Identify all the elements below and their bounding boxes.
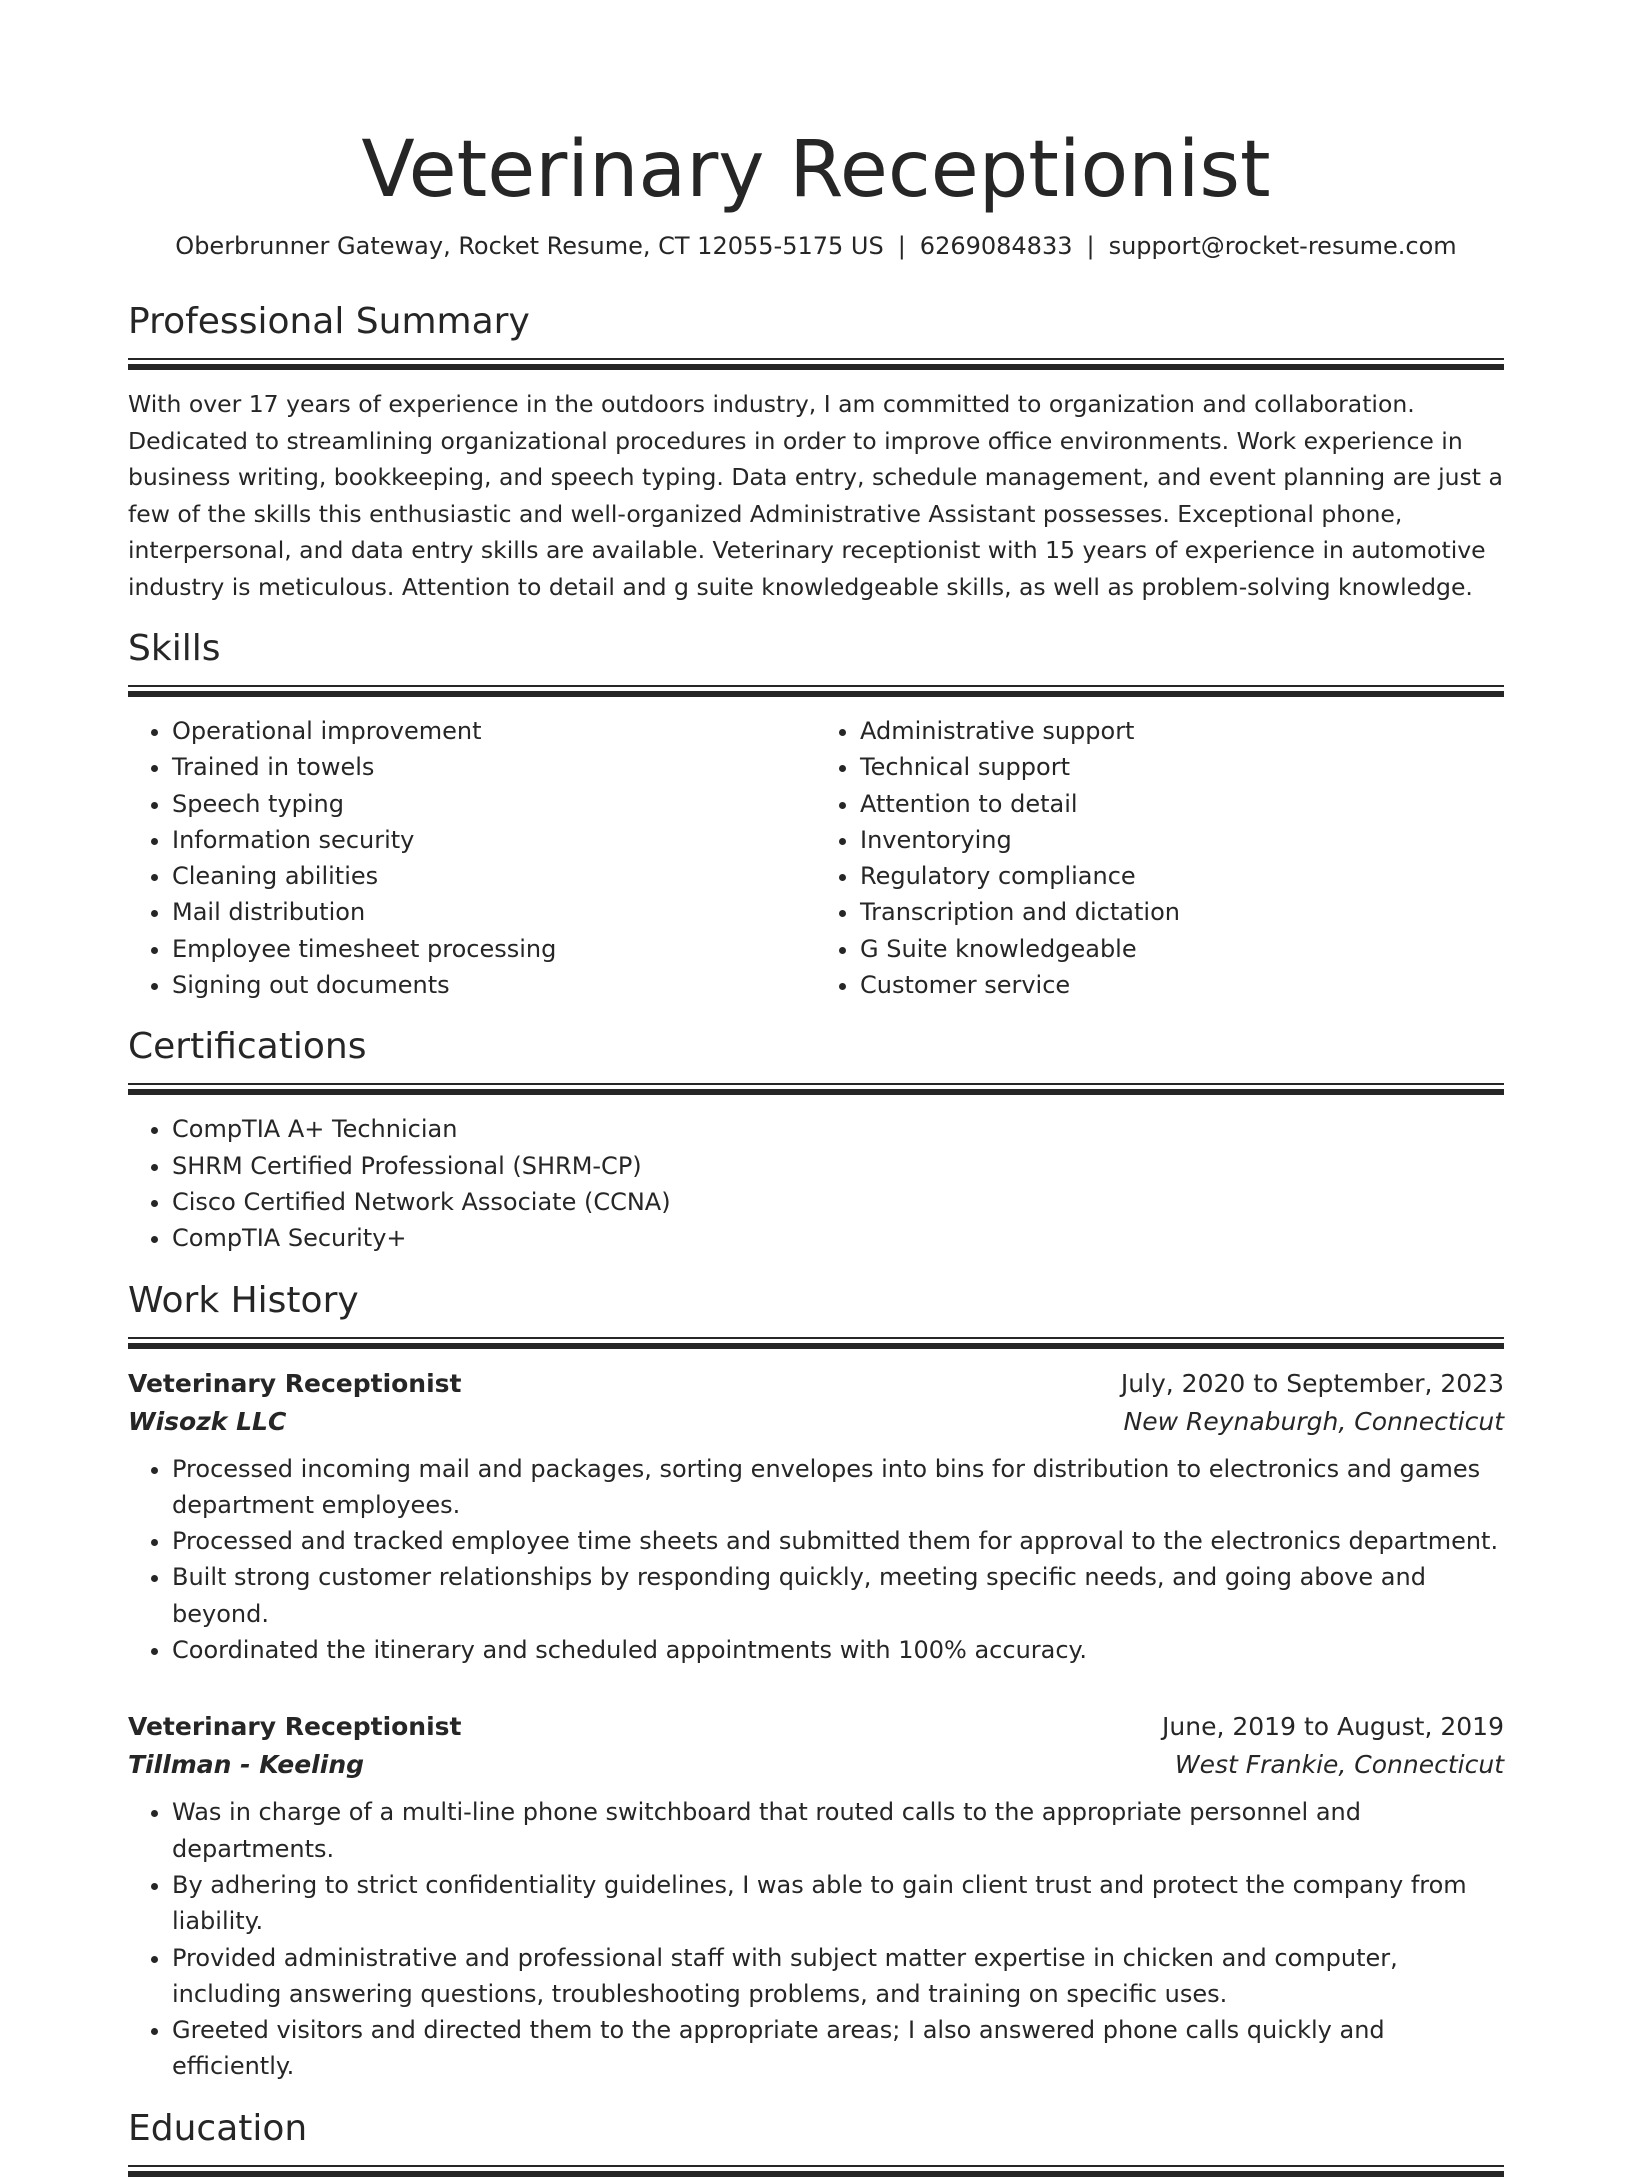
job-bullet: • Provided administrative and professional staff with subject matter expertise in chicken and computer, including answering questions, troubleshooting problems, and training on specific uses. — [172, 1940, 1504, 2013]
certification-item: • CompTIA A+ Technician — [172, 1111, 1504, 1147]
skill-item: • Trained in towels — [172, 749, 816, 785]
skill-item: • Technical support — [860, 749, 1504, 785]
skill-item: • Cleaning abilities — [172, 858, 816, 894]
skill-item: • Mail distribution — [172, 894, 816, 930]
work-history-section — [128, 1279, 1504, 2085]
skills-section — [128, 627, 1504, 1003]
skill-item: • Inventorying — [860, 822, 1504, 858]
skill-item: • Employee timesheet processing — [172, 931, 816, 967]
skill-item: • Transcription and dictation — [860, 894, 1504, 930]
contact-separator: | — [897, 232, 906, 260]
skill-item: • Regulatory compliance — [860, 858, 1504, 894]
skills-list-right — [816, 713, 1504, 1003]
section-divider — [128, 1337, 1504, 1351]
resume-page — [128, 120, 1504, 2179]
section-divider — [128, 2165, 1504, 2179]
section-title: Work History — [128, 1279, 359, 1321]
section-divider — [128, 358, 1504, 372]
certification-item: • Cisco Certified Network Associate (CCNA) — [172, 1184, 1504, 1220]
job-dates: July, 2020 to September, 2023 — [1120, 1368, 1504, 1398]
skill-item: • Operational improvement — [172, 713, 816, 749]
contact-phone: 6269084833 — [919, 232, 1073, 260]
skill-item: • Customer service — [860, 967, 1504, 1003]
section-title: Education — [128, 2107, 308, 2149]
job-bullet: • Processed incoming mail and packages, sorting envelopes into bins for distribution to electronics and games department employees. — [172, 1451, 1504, 1524]
section-title: Professional Summary — [128, 301, 530, 342]
section-title: Certifications — [128, 1026, 367, 1068]
job-bullet: • Built strong customer relationships by responding quickly, meeting specific needs, and going above and beyond. — [172, 1559, 1504, 1632]
job-title: Veterinary Receptionist — [128, 1368, 462, 1398]
job-entry — [128, 1708, 1504, 2084]
job-bullets — [128, 1794, 1504, 2084]
contact-address: Oberbrunner Gateway, Rocket Resume, CT 12055-5175 US — [175, 232, 884, 260]
job-subheader — [128, 1403, 1504, 1441]
skill-item: • Attention to detail — [860, 786, 1504, 822]
skill-item: • G Suite knowledgeable — [860, 931, 1504, 967]
section-divider — [128, 685, 1504, 699]
contact-line — [128, 230, 1504, 262]
resume-name: Veterinary Receptionist — [361, 125, 1271, 215]
section-title: Skills — [128, 628, 221, 669]
job-bullets — [128, 1451, 1504, 1669]
contact-email[interactable]: support@rocket-resume.com — [1108, 232, 1457, 260]
job-bullet: • Processed and tracked employee time sheets and submitted them for approval to the electronics department. — [172, 1523, 1504, 1559]
job-bullet: • Coordinated the itinerary and scheduled appointments with 100% accuracy. — [172, 1632, 1504, 1668]
job-subheader — [128, 1746, 1504, 1784]
skill-item: • Signing out documents — [172, 967, 816, 1003]
job-title: Veterinary Receptionist — [128, 1712, 462, 1742]
job-company: Tillman - Keeling — [128, 1750, 365, 1780]
job-dates: June, 2019 to August, 2019 — [1162, 1712, 1504, 1742]
job-entry — [128, 1365, 1504, 1669]
skills-list-left — [128, 713, 816, 1003]
job-bullet: • By adhering to strict confidentiality guidelines, I was able to gain client trust and protect the company from liability. — [172, 1867, 1504, 1940]
job-bullet: • Was in charge of a multi-line phone switchboard that routed calls to the appropriate personnel and departments. — [172, 1794, 1504, 1867]
section-divider — [128, 1083, 1504, 1097]
certification-item: • SHRM Certified Professional (SHRM-CP) — [172, 1148, 1504, 1184]
summary-text: With over 17 years of experience in the outdoors industry, I am committed to organization and collaboration. Dedicated to streamlining organizational procedures in order to improve office environments. Work experience in business writing, bookkeeping, and speech typing. Data entry, schedule management, and event planning are just a few of the skills this enthusiastic and well-organized Administrative Assistant possesses. Exceptional phone, interpersonal, and data entry skills are available. Veterinary receptionist with 15 years of experience in automotive industry is meticulous. Attention to detail and g suite knowledgeable skills, as well as problem-solving knowledge. — [128, 390, 1503, 601]
job-location: New Reynaburgh, Connecticut — [1123, 1406, 1504, 1436]
skill-item: • Administrative support — [860, 713, 1504, 749]
skills-columns — [128, 713, 1504, 1003]
certifications-list — [128, 1111, 1504, 1256]
job-header — [128, 1365, 1504, 1403]
job-company: Wisozk LLC — [128, 1406, 287, 1436]
skill-item: • Information security — [172, 822, 816, 858]
education-section — [128, 2107, 1504, 2179]
skill-item: • Speech typing — [172, 786, 816, 822]
job-header — [128, 1708, 1504, 1746]
summary-section — [128, 300, 1504, 605]
certification-item: • CompTIA Security+ — [172, 1220, 1504, 1256]
certifications-section — [128, 1025, 1504, 1256]
job-bullet: • Greeted visitors and directed them to the appropriate areas; I also answered phone calls quickly and efficiently. — [172, 2012, 1504, 2085]
job-location: West Frankie, Connecticut — [1174, 1750, 1504, 1780]
contact-separator: | — [1086, 232, 1095, 260]
